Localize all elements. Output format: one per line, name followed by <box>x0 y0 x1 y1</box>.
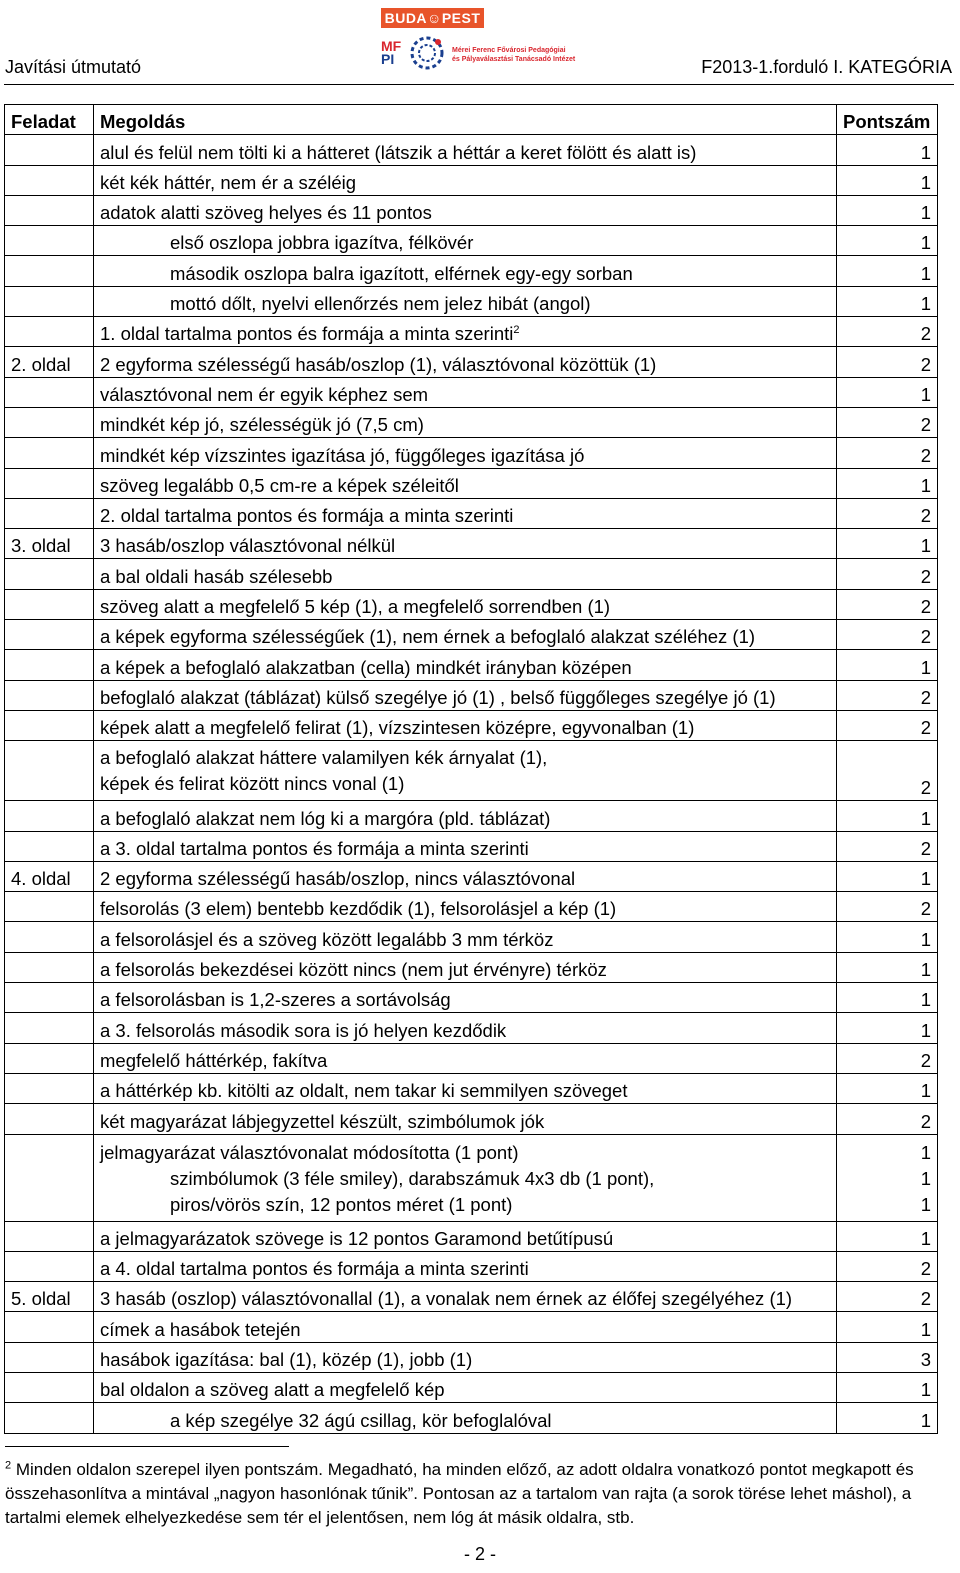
task-cell <box>5 165 94 195</box>
task-cell <box>5 680 94 710</box>
table-row <box>5 1312 938 1342</box>
solution-cell <box>94 559 837 589</box>
solution-cell <box>94 377 837 407</box>
solution-cell <box>94 952 837 982</box>
table-row <box>5 892 938 922</box>
solution-text: két kék háttér, nem ér a széléig <box>100 171 357 193</box>
table-row <box>5 377 938 407</box>
table-row <box>5 165 938 195</box>
mfpi-logo-pi: PI <box>381 51 395 67</box>
solution-cell <box>94 589 837 619</box>
solution-text: mindkét kép vízszintes igazítása jó, függőleges igazítása jó <box>100 444 585 466</box>
solution-cell <box>94 983 837 1013</box>
solution-text: 2 egyforma szélességű hasáb/oszlop, nincs választóvonal <box>100 868 576 890</box>
header-divider <box>4 84 954 85</box>
footnote-separator <box>5 1446 289 1447</box>
solution-text: a kép szegélye 32 ágú csillag, kör befoglalóval <box>170 1409 552 1431</box>
task-cell <box>5 317 94 347</box>
task-cell <box>5 1312 94 1342</box>
points-cell: 1 <box>837 195 938 225</box>
task-cell <box>5 650 94 680</box>
task-cell <box>5 407 94 437</box>
table-row <box>5 498 938 528</box>
solution-cell <box>94 1104 837 1134</box>
solution-line: piros/vörös szín, 12 pontos méret (1 pont) <box>170 1193 513 1215</box>
solution-text: 2. oldal tartalma pontos és formája a minta szerinti <box>100 505 514 527</box>
points-value: 1 <box>920 1167 931 1189</box>
points-cell: 2 <box>837 1251 938 1281</box>
budapest-logo: BUDA☺PEST <box>381 8 484 28</box>
footnote <box>5 1458 950 1530</box>
header-right-title: F2013-1.forduló I. KATEGÓRIA <box>701 57 952 77</box>
points-cell: 1 <box>837 1372 938 1402</box>
table-row <box>5 317 938 347</box>
scoring-table <box>4 104 938 1434</box>
solution-cell <box>94 438 837 468</box>
table-row <box>5 1043 938 1073</box>
table-row <box>5 983 938 1013</box>
solution-cell <box>94 1342 837 1372</box>
points-cell: 1 <box>837 1403 938 1433</box>
column-header-solution: Megoldás <box>94 105 837 135</box>
table-row <box>5 861 938 891</box>
task-cell <box>5 559 94 589</box>
table-row <box>5 1104 938 1134</box>
task-cell <box>5 256 94 286</box>
table-row <box>5 347 938 377</box>
points-cell: 1 <box>837 1312 938 1342</box>
solution-text: szöveg legalább 0,5 cm-re a képek széleitől <box>100 474 459 496</box>
task-cell <box>5 952 94 982</box>
task-cell <box>5 1104 94 1134</box>
footnote-marker: 2 <box>5 1459 12 1472</box>
solution-text: két magyarázat lábjegyzettel készült, szimbólumok jók <box>100 1110 545 1132</box>
table-row <box>5 1134 938 1221</box>
solution-cell <box>94 620 837 650</box>
task-cell <box>5 1013 94 1043</box>
table-row <box>5 135 938 165</box>
task-cell: 5. oldal <box>5 1282 94 1312</box>
task-cell <box>5 1342 94 1372</box>
solution-text: a 4. oldal tartalma pontos és formája a minta szerinti <box>100 1258 529 1280</box>
table-row <box>5 1282 938 1312</box>
points-cell: 1 <box>837 256 938 286</box>
table-row <box>5 438 938 468</box>
table-row <box>5 620 938 650</box>
institute-circle-icon <box>407 34 447 72</box>
solution-text: mottó dőlt, nyelvi ellenőrzés nem jelez hibát (angol) <box>170 293 591 315</box>
solution-cell <box>94 165 837 195</box>
task-cell <box>5 589 94 619</box>
column-header-points: Pontszám <box>837 105 938 135</box>
table-row <box>5 1372 938 1402</box>
solution-text: megfelelő háttérkép, fakítva <box>100 1049 328 1071</box>
solution-text: a 3. oldal tartalma pontos és formája a minta szerinti <box>100 837 529 859</box>
task-cell <box>5 710 94 740</box>
points-cell: 1 <box>837 135 938 165</box>
task-cell <box>5 377 94 407</box>
solution-cell <box>94 1073 837 1103</box>
table-row <box>5 831 938 861</box>
solution-line: jelmagyarázat választóvonalat módosította (1 pont) <box>100 1141 519 1163</box>
solution-cell <box>94 135 837 165</box>
points-cell: 3 <box>837 1342 938 1372</box>
table-body-a <box>5 135 938 741</box>
solution-text: a háttérkép kb. kitölti az oldalt, nem takar ki semmilyen szöveget <box>100 1080 628 1102</box>
table-row <box>5 922 938 952</box>
table-body-multi1 <box>5 741 938 801</box>
solution-text: mindkét kép jó, szélességük jó (7,5 cm) <box>100 414 424 436</box>
solution-text: szöveg alatt a megfelelő 5 kép (1), a megfelelő sorrendben (1) <box>100 596 611 618</box>
task-cell <box>5 226 94 256</box>
task-cell <box>5 1043 94 1073</box>
table-row <box>5 952 938 982</box>
solution-text: a jelmagyarázatok szövege is 12 pontos Garamond betűtípusú <box>100 1227 614 1249</box>
solution-cell <box>94 529 837 559</box>
points-cell: 1 <box>837 286 938 316</box>
points-cell: 2 <box>837 589 938 619</box>
solution-text: adatok alatti szöveg helyes és 11 pontos <box>100 202 432 224</box>
solution-cell <box>94 801 837 831</box>
solution-text: a felsorolásban is 1,2-szeres a sortávolság <box>100 989 451 1011</box>
solution-text: 1. oldal tartalma pontos és formája a minta szerinti <box>100 323 514 345</box>
solution-text: a bal oldali hasáb szélesebb <box>100 565 333 587</box>
points-cell: 1 <box>837 529 938 559</box>
solution-cell <box>94 1312 837 1342</box>
solution-cell <box>94 226 837 256</box>
task-cell <box>5 831 94 861</box>
solution-text: a felsorolás bekezdései között nincs (nem jut érvényre) térköz <box>100 959 607 981</box>
points-cell: 1 <box>837 922 938 952</box>
solution-text: bal oldalon a szöveg alatt a megfelelő kép <box>100 1379 445 1401</box>
table-row <box>5 256 938 286</box>
table-row <box>5 801 938 831</box>
points-cell: 1 <box>837 226 938 256</box>
table-body-multi2 <box>5 1134 938 1221</box>
table-header-row <box>5 105 938 135</box>
table-row <box>5 286 938 316</box>
table-row <box>5 1013 938 1043</box>
table-row <box>5 468 938 498</box>
points-cell: 1 <box>837 377 938 407</box>
task-cell <box>5 1073 94 1103</box>
solution-text: hasábok igazítása: bal (1), közép (1), jobb (1) <box>100 1348 473 1370</box>
table-row <box>5 650 938 680</box>
solution-text: első oszlopa jobbra igazítva, félkövér <box>170 232 474 254</box>
points-cell: 1 <box>837 468 938 498</box>
task-cell <box>5 741 94 801</box>
solution-cell <box>94 922 837 952</box>
task-cell <box>5 801 94 831</box>
solution-cell <box>94 407 837 437</box>
solution-text: a képek egyforma szélességűek (1), nem érnek a befoglaló alakzat széléhez (1) <box>100 626 756 648</box>
points-cell: 2 <box>837 498 938 528</box>
points-cell: 2 <box>837 1043 938 1073</box>
solution-line: szimbólumok (3 féle smiley), darabszámuk 4x3 db (1 pont), <box>170 1167 655 1189</box>
table-row <box>5 1221 938 1251</box>
table-row <box>5 1073 938 1103</box>
solution-text: a képek a befoglaló alakzatban (cella) mindkét irányban középen <box>100 656 632 678</box>
solution-cell <box>94 831 837 861</box>
solution-cell <box>94 1403 837 1433</box>
solution-cell <box>94 498 837 528</box>
task-cell <box>5 620 94 650</box>
solution-text: 3 hasáb/oszlop választóvonal nélkül <box>100 535 396 557</box>
solution-cell <box>94 741 837 801</box>
table-body-c <box>5 1221 938 1433</box>
task-cell <box>5 1372 94 1402</box>
solution-cell <box>94 468 837 498</box>
table-row <box>5 710 938 740</box>
solution-cell <box>94 317 837 347</box>
points-cell: 2 <box>837 347 938 377</box>
table-row <box>5 1403 938 1433</box>
table-row <box>5 529 938 559</box>
points-cell: 1 <box>837 650 938 680</box>
solution-cell <box>94 1221 837 1251</box>
table-row <box>5 407 938 437</box>
solution-cell <box>94 347 837 377</box>
task-cell <box>5 498 94 528</box>
points-cell: 1 <box>837 165 938 195</box>
table-row <box>5 1251 938 1281</box>
points-cell: 2 <box>837 710 938 740</box>
solution-cell <box>94 195 837 225</box>
solution-cell <box>94 1134 837 1221</box>
task-cell <box>5 286 94 316</box>
solution-text: a felsorolásjel és a szöveg között legalább 3 mm térköz <box>100 928 554 950</box>
solution-cell <box>94 861 837 891</box>
points-value: 1 <box>920 1141 931 1163</box>
task-cell: 3. oldal <box>5 529 94 559</box>
mfpi-logo-mf: MF <box>381 38 402 54</box>
task-cell <box>5 1221 94 1251</box>
solution-cell <box>94 1251 837 1281</box>
table-row <box>5 741 938 801</box>
points-cell: 2 <box>837 407 938 437</box>
solution-text: 3 hasáb (oszlop) választóvonallal (1), a vonalak nem érnek az élőfej szegélyéhez (1) <box>100 1288 793 1310</box>
solution-line: képek és felirat között nincs vonal (1) <box>100 773 405 795</box>
solution-cell <box>94 710 837 740</box>
table-row <box>5 559 938 589</box>
task-cell <box>5 1251 94 1281</box>
points-cell: 2 <box>837 741 938 801</box>
header-left-title: Javítási útmutató <box>5 57 142 77</box>
solution-cell <box>94 892 837 922</box>
task-cell <box>5 468 94 498</box>
page-number: - 2 - <box>463 1544 496 1564</box>
points-cell: 2 <box>837 559 938 589</box>
task-cell <box>5 892 94 922</box>
task-cell <box>5 135 94 165</box>
points-cell: 2 <box>837 438 938 468</box>
points-cell: 2 <box>837 1282 938 1312</box>
solution-text: képek alatt a megfelelő felirat (1), vízszintesen középre, egyvonalban (1) <box>100 717 695 739</box>
points-cell: 2 <box>837 317 938 347</box>
table-row <box>5 226 938 256</box>
points-cell: 1 <box>837 1221 938 1251</box>
mfpi-logo <box>381 40 401 66</box>
task-cell <box>5 983 94 1013</box>
solution-cell <box>94 286 837 316</box>
solution-cell <box>94 256 837 286</box>
footnote-text: Minden oldalon szerepel ilyen pontszám. Megadható, ha minden előző, az adott oldalra vonatkozó pontot megkapott és összehasonlítva a mintával „nagyon hasonlónak tűnik”. Pontosan az a tartalom van rajta (a sorok törése lehet máshol), a tartalmi elemek elhelyezkedése sem tér el jelentősen, nem lóg át másik oldalra, stb. <box>5 1460 914 1527</box>
solution-text: a befoglaló alakzat nem lóg ki a margóra (pld. táblázat) <box>100 807 551 829</box>
column-header-task: Feladat <box>5 105 94 135</box>
points-cell: 1 <box>837 861 938 891</box>
footnote-reference: 2 <box>513 324 520 337</box>
task-cell: 4. oldal <box>5 861 94 891</box>
points-cell <box>837 1134 938 1221</box>
points-cell: 2 <box>837 1104 938 1134</box>
points-cell: 2 <box>837 892 938 922</box>
points-cell: 2 <box>837 680 938 710</box>
points-cell: 2 <box>837 620 938 650</box>
points-cell: 1 <box>837 1013 938 1043</box>
points-value: 1 <box>920 1193 931 1215</box>
solution-text: második oszlopa balra igazított, elférnek egy-egy sorban <box>170 262 633 284</box>
solution-cell <box>94 1043 837 1073</box>
institute-name <box>452 46 575 64</box>
solution-text: felsorolás (3 elem) bentebb kezdődik (1), felsorolásjel a kép (1) <box>100 898 617 920</box>
table-row <box>5 1342 938 1372</box>
institute-name-line1: Mérei Ferenc Fővárosi Pedagógiai <box>452 47 566 54</box>
task-cell <box>5 1403 94 1433</box>
points-cell: 1 <box>837 801 938 831</box>
table-row <box>5 589 938 619</box>
solution-text: választóvonal nem ér egyik képhez sem <box>100 383 429 405</box>
institute-name-line2: és Pályaválasztási Tanácsadó Intézet <box>452 56 576 63</box>
solution-cell <box>94 680 837 710</box>
solution-text: alul és felül nem tölti ki a hátteret (látszik a héttár a keret fölött és alatt is) <box>100 141 697 163</box>
solution-line: a befoglaló alakzat háttere valamilyen kék árnyalat (1), <box>100 747 548 769</box>
points-cell: 1 <box>837 983 938 1013</box>
solution-cell <box>94 1013 837 1043</box>
solution-text: címek a hasábok tetején <box>100 1318 301 1340</box>
task-cell <box>5 195 94 225</box>
page-header <box>0 0 960 90</box>
points-cell: 1 <box>837 952 938 982</box>
points-cell: 1 <box>837 1073 938 1103</box>
points-cell: 2 <box>837 831 938 861</box>
task-cell <box>5 438 94 468</box>
solution-text: 2 egyforma szélességű hasáb/oszlop (1), választóvonal közöttük (1) <box>100 353 657 375</box>
table-body-b <box>5 801 938 1134</box>
solution-cell <box>94 1282 837 1312</box>
solution-cell <box>94 1372 837 1402</box>
task-cell <box>5 1134 94 1221</box>
solution-cell <box>94 650 837 680</box>
task-cell <box>5 922 94 952</box>
task-cell: 2. oldal <box>5 347 94 377</box>
table-row <box>5 680 938 710</box>
solution-text: a 3. felsorolás második sora is jó helyen kezdődik <box>100 1019 507 1041</box>
table-row <box>5 195 938 225</box>
solution-text: befoglaló alakzat (táblázat) külső szegélye jó (1) , belső függőleges szegélye jó (1) <box>100 686 776 708</box>
